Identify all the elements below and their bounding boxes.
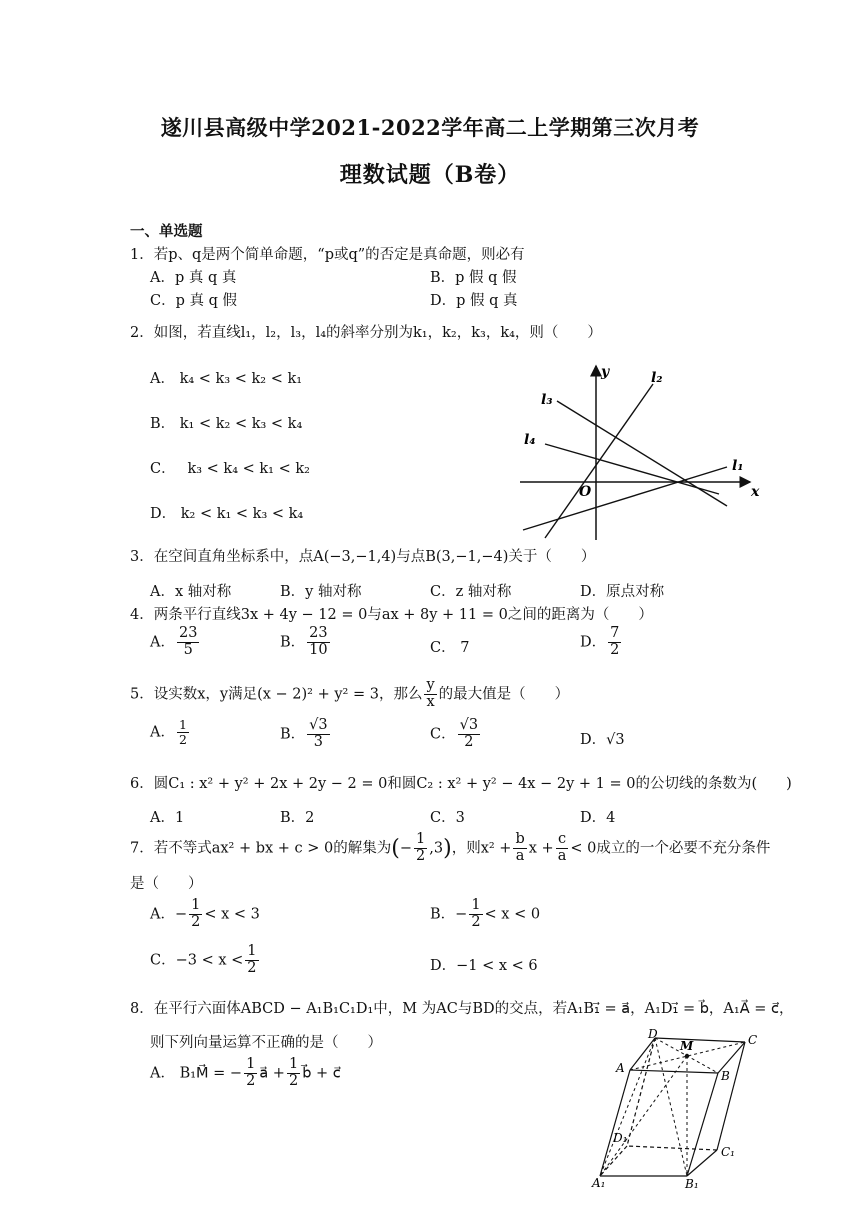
q5-option-d: D．√3 (580, 732, 625, 748)
vertex-A-label: A (616, 1061, 625, 1075)
l2-label: l₂ (651, 370, 663, 386)
q1-option-b: B．p 假 q 假 (430, 270, 517, 286)
q1-option-c: C．p 真 q 假 (150, 293, 237, 309)
q2-option-d: D． k₂ < k₁ < k₃ < k₄ (150, 506, 304, 522)
q8-stem: 8．在平行六面体ABCD − A₁B₁C₁D₁中，M 为AC与BD的交点，若A₁B₁⃗ = a⃗，A₁D₁⃗ = b⃗，A₁A⃗ = c⃗， (130, 1001, 794, 1017)
q4-option-d: D． $\frac{7}{2}$ (580, 625, 620, 658)
q6-option-b: B．2 (280, 810, 315, 826)
l3-label: l₃ (541, 392, 553, 408)
line-l2 (545, 384, 653, 538)
q7-option-c: C．−3 < x < $\frac{1}{2}$ (150, 943, 257, 976)
q7-stem-line2: 是（ ） (130, 876, 203, 892)
vertex-C-label: C (748, 1033, 758, 1047)
q1-option-a: A．p 真 q 真 (150, 270, 237, 286)
vertex-B1-label: B₁ (685, 1177, 699, 1190)
y-axis-label: y (601, 364, 610, 380)
line-l1 (523, 467, 727, 530)
vertex-A1-label: A₁ (592, 1176, 606, 1190)
l4-label: l₄ (524, 432, 536, 448)
q6-option-a: A．1 (150, 810, 185, 826)
vertex-D-label: D (648, 1028, 658, 1041)
q7-option-d: D．−1 < x < 6 (430, 958, 538, 974)
q4-stem: 4．两条平行直线3x + 4y − 12 = 0与ax + 8y + 11 = 0之间的距离为（ ） (130, 607, 653, 623)
q1-stem: 1．若p、q是两个简单命题，“p或q”的否定是真命题，则必有 (130, 247, 525, 263)
vertex-C1-label: C₁ (721, 1145, 735, 1159)
x-axis-label: x (751, 484, 760, 500)
q8-stem-line2: 则下列向量运算不正确的是（ ） (150, 1035, 382, 1051)
q2-option-a: A． k₄ < k₃ < k₂ < k₁ (150, 371, 303, 387)
point-M-label: M (680, 1039, 694, 1053)
q2-option-b: B． k₁ < k₂ < k₃ < k₄ (150, 416, 303, 432)
q3-option-a: A．x 轴对称 (150, 584, 232, 600)
q5-option-c: C． $\frac{√3}{2}$ (430, 717, 479, 750)
q2-stem: 2．如图，若直线l₁，l₂，l₃，l₄的斜率分别为k₁，k₂，k₃，k₄，则（ ） (130, 325, 602, 341)
l1-label: l₁ (732, 458, 744, 474)
q3-option-c: C．z 轴对称 (430, 584, 512, 600)
q4-option-c: C． 7 (430, 640, 470, 656)
q7-stem: 7．若不等式ax² + bx + c > 0的解集为(− $\frac{1}{2}$ ,3)，则x² + $\frac{b}{a}$ x + $\frac{c}{a}$ < 0成立的一个必要不充分条件 (130, 831, 771, 864)
q7-option-b: B．− $\frac{1}{2}$ < x < 0 (430, 897, 541, 930)
q5-option-b: B． $\frac{√3}{3}$ (280, 717, 328, 750)
q3-stem: 3．在空间直角坐标系中，点A(−3,−1,4)与点B(3,−1,−4)关于（ ） (130, 549, 596, 565)
q4-option-b: B． $\frac{23}{10}$ (280, 625, 328, 658)
q3-option-d: D．原点对称 (580, 584, 665, 600)
q6-option-d: D．4 (580, 810, 616, 826)
q2-option-c: C． k₃ < k₄ < k₁ < k₂ (150, 461, 310, 477)
q8-parallelepiped-figure (590, 1028, 770, 1190)
q8-option-a: A． B₁M⃗ = − $\frac{1}{2}$ a⃗ + $\frac{1}{2}$ b⃗ + c⃗ (150, 1056, 341, 1089)
origin-label: O (579, 484, 592, 500)
vertex-B-label: B (721, 1069, 730, 1083)
q5-stem: 5．设实数x，y满足(x − 2)² + y² = 3，那么 $\frac{y}{x}$ 的最大值是（ ） (130, 677, 570, 710)
q5-option-a: A． $\frac{1}{2}$ (150, 717, 187, 747)
section-heading: 一、单选题 (130, 223, 203, 240)
q1-option-d: D．p 假 q 真 (430, 293, 518, 309)
q4-option-a: A． $\frac{23}{5}$ (150, 625, 198, 658)
exam-title: 遂川县高级中学2021-2022学年高二上学期第三次月考 (160, 115, 700, 140)
line-l4 (545, 444, 719, 494)
q3-option-b: B．y 轴对称 (280, 584, 362, 600)
q2-line-slopes-figure (515, 360, 775, 542)
q7-option-a: A．− $\frac{1}{2}$ < x < 3 (150, 897, 260, 930)
q6-option-c: C．3 (430, 810, 465, 826)
q6-stem: 6．圆C₁ : x² + y² + 2x + 2y − 2 = 0和圆C₂ : x² + y² − 4x − 2y + 1 = 0的公切线的条数为( ) (130, 776, 792, 792)
exam-subtitle: 理数试题（B卷） (339, 162, 521, 188)
vertex-D1-label: D₁ (613, 1131, 628, 1145)
